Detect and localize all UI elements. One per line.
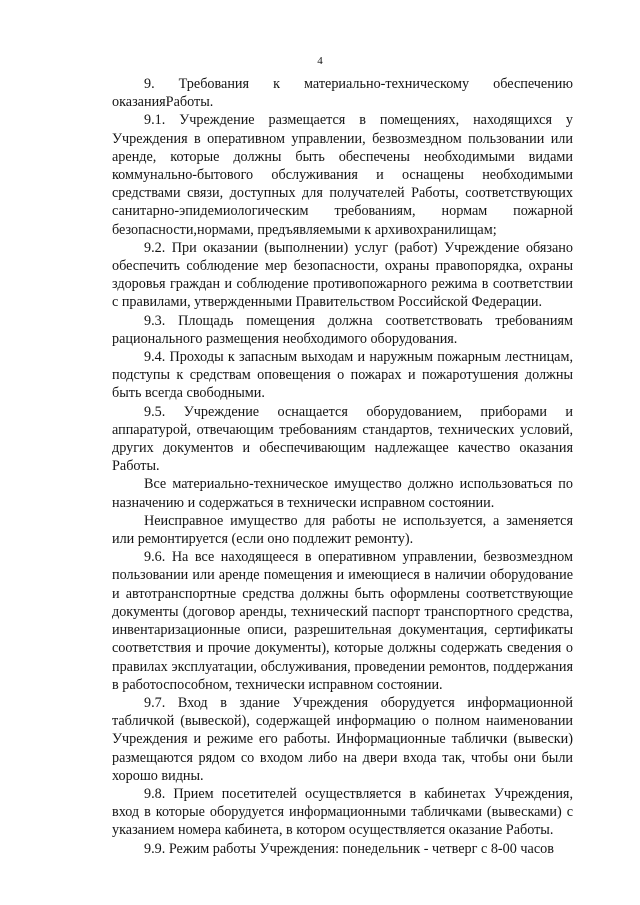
paragraph-9-5: 9.5. Учреждение оснащается оборудованием, приборами и аппаратурой, отвечающим требованиям стандартов, технических условий, других документов и обеспечивающим надлежащее качество оказания Работы. <box>112 403 573 475</box>
paragraph-9-5-faulty: Неисправное имущество для работы не используется, а заменяется или ремонтируется (если оно подлежит ремонту). <box>112 512 573 548</box>
paragraph-9-1: 9.1. Учреждение размещается в помещениях, находящихся у Учреждения в оперативном управлении, безвозмездном пользовании или аренде, которые должны быть обеспечены необходимыми видами коммунально-бытового обслуживания и оснащены необходимыми средствами связи, доступных для получателей Работы, соответствующих санитарно-эпидемиологическим требованиям, нормам пожарной безопасности,нормами, предъявляемыми к архивохранилищам; <box>112 112 573 238</box>
paragraph-9-2: 9.2. При оказании (выполнении) услуг (работ) Учреждение обязано обеспечить соблюдение мер безопасности, охраны правопорядка, охраны здоровья граждан и соблюдение противопожарного режима в соответствии с правилами, утвержденными Правительством Российской Федерации. <box>112 239 573 311</box>
section-heading-9: 9. Требования к материально-техническому обеспечению оказанияРаботы. <box>112 76 573 111</box>
paragraph-9-7: 9.7. Вход в здание Учреждения оборудуется информационной табличкой (вывеской), содержащей информацию о полном наименовании Учреждения и режиме его работы. Информационные таблички (вывески) размещаются рядом со входом либо на двери входа так, чтобы они были хорошо видны. <box>112 694 573 784</box>
paragraph-9-9: 9.9. Режим работы Учреждения: понедельник - четверг с 8-00 часов <box>144 840 554 857</box>
document-body <box>112 75 573 858</box>
paragraph-9-4: 9.4. Проходы к запасным выходам и наружным пожарным лестницам, подступы к средствам оповещения о пожарах и пожаротушения должны быть всегда свободными. <box>112 349 573 402</box>
paragraph-9-5-property: Все материально-техническое имущество должно использоваться по назначению и содержаться в технически исправном состоянии. <box>112 476 573 511</box>
paragraph-9-3: 9.3. Площадь помещения должна соответствовать требованиям рационального размещения необходимого оборудования. <box>112 312 573 347</box>
paragraph-9-6: 9.6. На все находящееся в оперативном управлении, безвозмездном пользовании или аренде помещения и имеющиеся в наличии оборудование и автотранспортные средства должны быть оформлены соответствующие документы (договор аренды, технический паспорт транспортного средства, инвентаризационные описи, разрешительная документация, сертификаты соответствия и прочие документы), которые должны содержать сведения о правилах эксплуатации, обслуживания, проведении ремонтов, поддержания в работоспособном, технически исправном состоянии. <box>112 549 573 693</box>
paragraph-9-8: 9.8. Прием посетителей осуществляется в кабинетах Учреждения, вход в которые оборудуется информационными табличками (вывесками) с указанием номера кабинета, в котором осуществляется оказание Работы. <box>112 785 573 839</box>
page-number: 4 <box>317 55 323 67</box>
